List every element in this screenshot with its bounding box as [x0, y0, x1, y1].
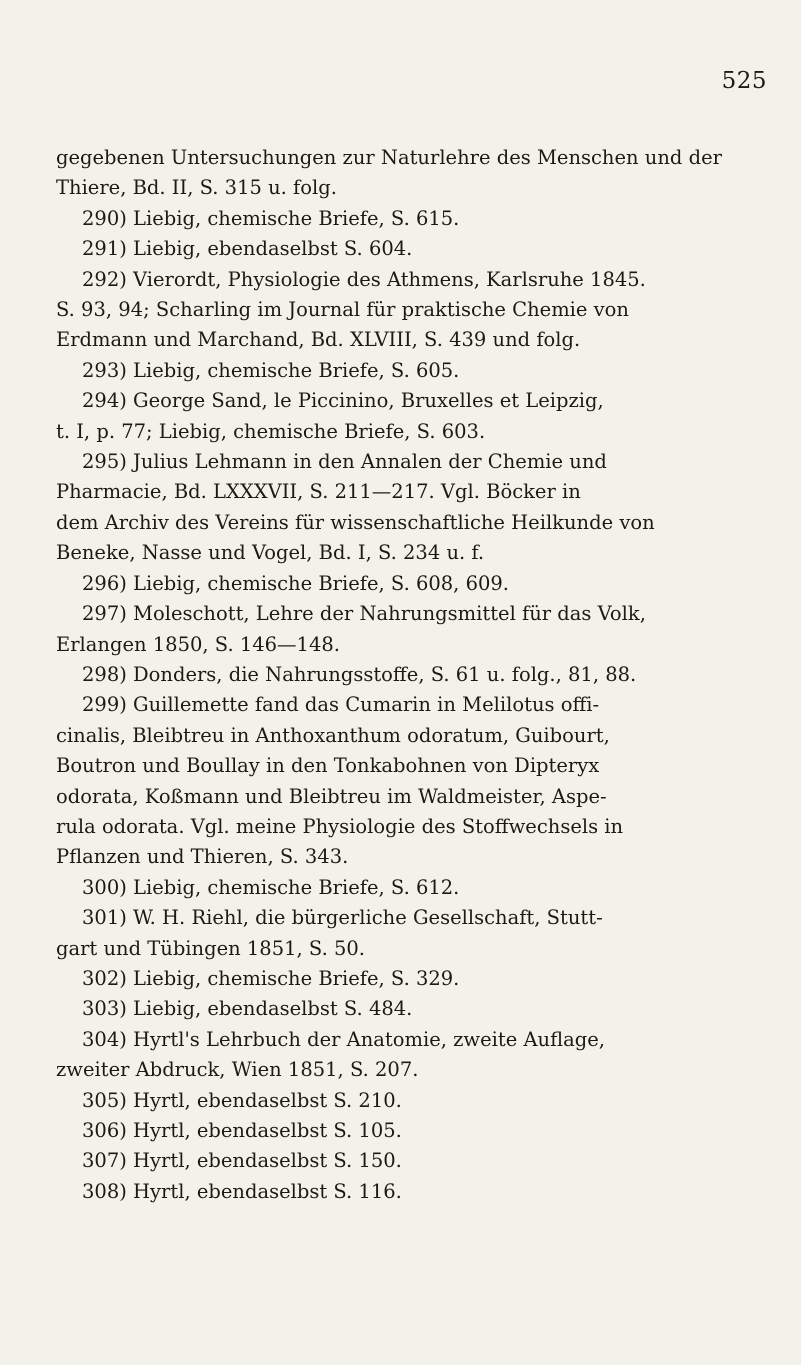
footnote-list [56, 143, 766, 1207]
text-line: cinalis, Bleibtreu in Anthoxanthum odoratum, Guibourt, [56, 723, 610, 747]
text-line: gegebenen Untersuchungen zur Naturlehre des Menschen und der [56, 146, 722, 169]
text-line: odorata, Koßmann und Bleibtreu im Waldmeister, Aspe- [56, 784, 607, 808]
text-line: 290) Liebig, chemische Briefe, S. 615. [82, 206, 460, 230]
text-line: 295) Julius Lehmann in den Annalen der Chemie und [82, 450, 607, 474]
text-line: 303) Liebig, ebendaselbst S. 484. [82, 997, 413, 1021]
text-line: Pharmacie, Bd. LXXXVII, S. 211—217. Vgl. Böcker in [56, 480, 581, 504]
text-line: Erdmann und Marchand, Bd. XLVIII, S. 439 und folg. [56, 328, 581, 352]
text-line: Pflanzen und Thieren, S. 343. [56, 845, 349, 869]
text-line: 304) Hyrtl's Lehrbuch der Anatomie, zweite Auflage, [82, 1027, 605, 1051]
text-line: Thiere, Bd. II, S. 315 u. folg. [56, 176, 337, 200]
text-line: 296) Liebig, chemische Briefe, S. 608, 609. [82, 571, 510, 595]
text-line: 301) W. H. Riehl, die bürgerliche Gesellschaft, Stutt- [82, 906, 603, 930]
text-line: dem Archiv des Vereins für wissenschaftliche Heilkunde von [56, 510, 655, 534]
page-number: 525 [721, 68, 767, 94]
text-line: Beneke, Nasse und Vogel, Bd. I, S. 234 u. f. [56, 541, 485, 565]
text-line: zweiter Abdruck, Wien 1851, S. 207. [56, 1058, 419, 1082]
text-line: gart und Tübingen 1851, S. 50. [56, 936, 365, 960]
text-line: 297) Moleschott, Lehre der Nahrungsmittel für das Volk, [82, 602, 646, 626]
text-line: 306) Hyrtl, ebendaselbst S. 105. [82, 1119, 402, 1142]
text-line: 292) Vierordt, Physiologie des Athmens, Karlsruhe 1845. [82, 267, 646, 291]
text-line: 305) Hyrtl, ebendaselbst S. 210. [82, 1088, 402, 1112]
text-line: 298) Donders, die Nahrungsstoffe, S. 61 u. folg., 81, 88. [82, 662, 637, 686]
text-line: t. I, p. 77; Liebig, chemische Briefe, S. 603. [56, 419, 486, 443]
text-line: S. 93, 94; Scharling im Journal für praktische Chemie von [56, 298, 629, 322]
text-line: 299) Guillemette fand das Cumarin in Melilotus offi- [82, 693, 600, 717]
text-line: 308) Hyrtl, ebendaselbst S. 116. [82, 1179, 402, 1203]
text-line: 302) Liebig, chemische Briefe, S. 329. [82, 966, 460, 990]
text-line: 294) George Sand, le Piccinino, Bruxelles et Leipzig, [82, 389, 604, 413]
text-line: Boutron und Boullay in den Tonkabohnen von Dipteryx [56, 754, 600, 778]
text-line: 300) Liebig, chemische Briefe, S. 612. [82, 875, 460, 899]
text-line: 291) Liebig, ebendaselbst S. 604. [82, 237, 413, 261]
text-line: Erlangen 1850, S. 146—148. [56, 632, 340, 656]
text-line: 307) Hyrtl, ebendaselbst S. 150. [82, 1149, 402, 1173]
text-line: 293) Liebig, chemische Briefe, S. 605. [82, 358, 460, 382]
text-line: rula odorata. Vgl. meine Physiologie des Stoffwechsels in [56, 814, 624, 838]
